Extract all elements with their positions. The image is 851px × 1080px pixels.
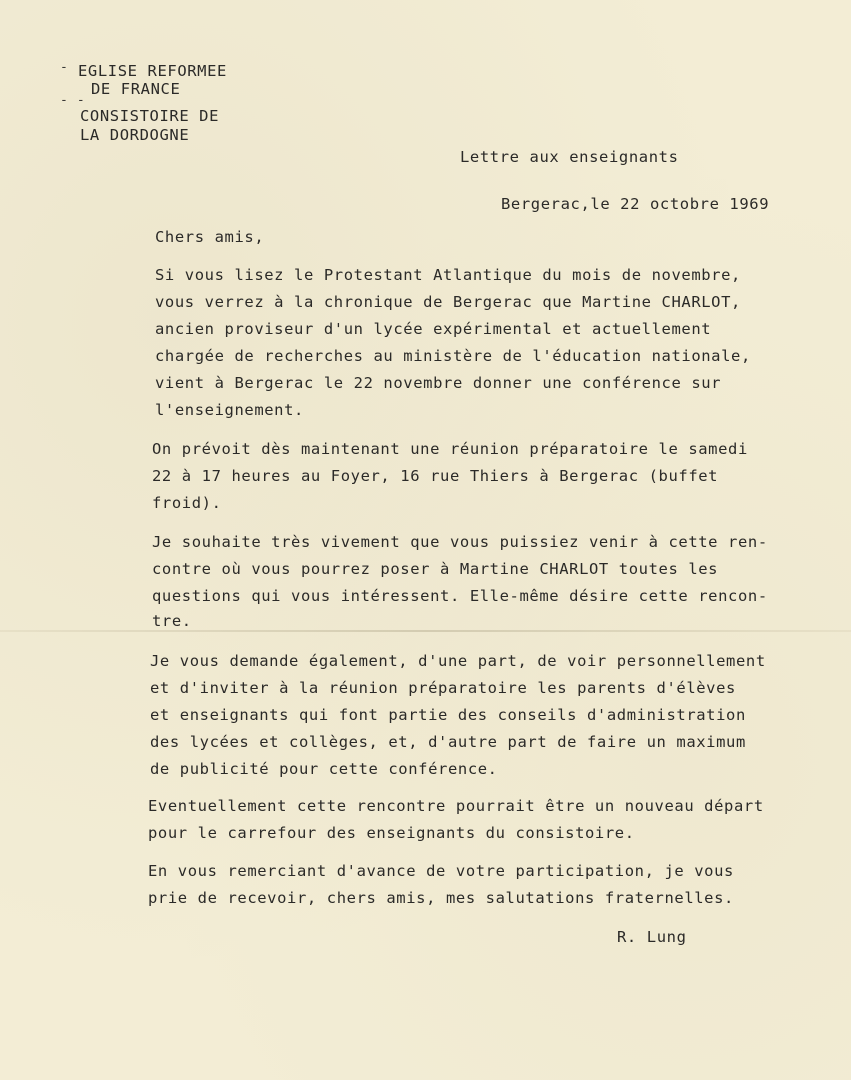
letter-subject: Lettre aux enseignants <box>460 148 679 166</box>
paragraph-line: chargée de recherches au ministère de l'éducation nationale, <box>155 347 751 365</box>
letterhead-country: DE FRANCE <box>91 80 181 98</box>
paragraph-line: Je souhaite très vivement que vous puissiez venir à cette ren- <box>152 533 768 551</box>
paragraph-line: et d'inviter à la réunion préparatoire les parents d'élèves <box>150 679 736 697</box>
place-and-date: Bergerac,le 22 octobre 1969 <box>501 195 770 213</box>
paragraph-line: vient à Bergerac le 22 novembre donner une conférence sur <box>155 374 722 392</box>
paragraph-line: Si vous lisez le Protestant Atlantique du mois de novembre, <box>155 266 741 284</box>
paragraph-line: ancien proviseur d'un lycée expérimental et actuellement <box>155 320 712 338</box>
paragraph-line: froid). <box>152 494 222 512</box>
paragraph-line: prie de recevoir, chers amis, mes salutations fraternelles. <box>148 889 734 907</box>
paragraph-line: et enseignants qui font partie des conseils d'administration <box>150 706 746 724</box>
letterhead-church: EGLISE REFORMEE <box>78 62 227 80</box>
paragraph-line: vous verrez à la chronique de Bergerac que Martine CHARLOT, <box>155 293 741 311</box>
typewriter-dash-mark: - <box>60 60 69 75</box>
paragraph-line: des lycées et collèges, et, d'autre part de faire un maximum <box>150 733 746 751</box>
typewriter-dash-mark: - - <box>60 93 86 108</box>
paragraph-line: l'enseignement. <box>155 401 304 419</box>
paragraph-line: de publicité pour cette conférence. <box>150 760 498 778</box>
paragraph-line: questions qui vous intéressent. Elle-même désire cette rencon- <box>152 587 768 605</box>
paragraph-line: Je vous demande également, d'une part, de voir personnellement <box>150 652 766 670</box>
signature-name: R. Lung <box>617 928 687 946</box>
salutation: Chers amis, <box>155 228 265 246</box>
paragraph-line: En vous remerciant d'avance de votre participation, je vous <box>148 862 734 880</box>
paragraph-line: On prévoit dès maintenant une réunion préparatoire le samedi <box>152 440 748 458</box>
paper-fold-line <box>0 630 851 632</box>
letterhead-region: LA DORDOGNE <box>80 126 190 144</box>
paragraph-line: 22 à 17 heures au Foyer, 16 rue Thiers à Bergerac (buffet <box>152 467 719 485</box>
letterhead-consistory: CONSISTOIRE DE <box>80 107 220 125</box>
paragraph-line: pour le carrefour des enseignants du consistoire. <box>148 824 635 842</box>
paragraph-line: tre. <box>152 612 192 630</box>
paragraph-line: Eventuellement cette rencontre pourrait être un nouveau départ <box>148 797 764 815</box>
paragraph-line: contre où vous pourrez poser à Martine CHARLOT toutes les <box>152 560 719 578</box>
